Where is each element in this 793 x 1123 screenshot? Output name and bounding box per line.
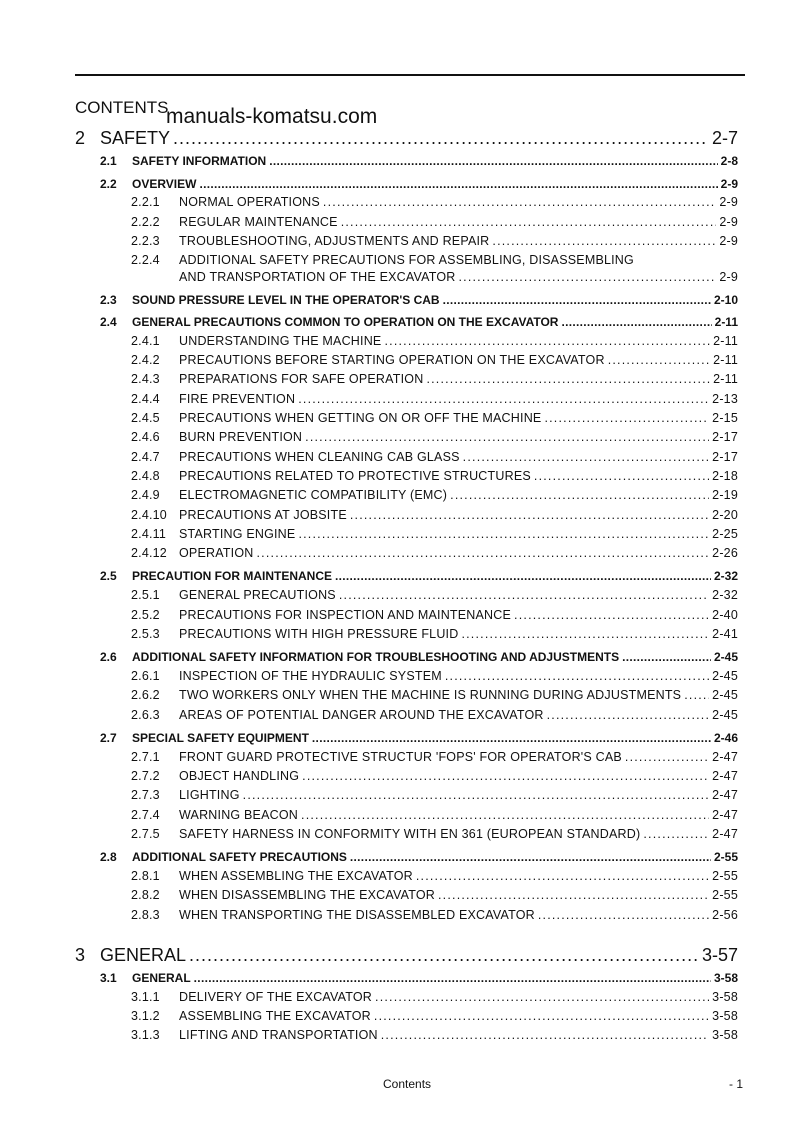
- subsection-number: 2.7.2: [131, 769, 160, 783]
- subsection-page: 2-19: [712, 488, 738, 502]
- section-page: 2-45: [713, 650, 738, 664]
- subsection-page: 2-32: [712, 588, 738, 602]
- subsection-number: 2.4.4: [131, 392, 160, 406]
- toc-section-2-1[interactable]: [100, 154, 738, 168]
- subsection-number: 2.6.1: [131, 669, 160, 683]
- section-number: 2.2: [100, 177, 117, 191]
- leader-dots: [463, 450, 710, 464]
- subsection-number: 2.8.1: [131, 869, 160, 883]
- toc-subsection-2-5-2[interactable]: [131, 608, 738, 622]
- leader-dots: [534, 469, 709, 483]
- section-page: 2-11: [714, 315, 738, 329]
- subsection-title: WHEN TRANSPORTING THE DISASSEMBLED EXCAVATOR: [179, 908, 535, 922]
- subsection-title: OBJECT HANDLING: [179, 769, 300, 783]
- leader-dots: [374, 1009, 709, 1023]
- leader-dots: [194, 971, 711, 985]
- section-number: 2.8: [100, 850, 117, 864]
- toc-section-2-5[interactable]: [100, 569, 738, 583]
- chapter-title: SAFETY: [100, 128, 171, 148]
- subsection-title-cont: AND TRANSPORTATION OF THE EXCAVATOR: [179, 270, 456, 284]
- toc-subsection-2-2-4[interactable]: [131, 253, 738, 267]
- subsection-title: STARTING ENGINE: [179, 527, 296, 541]
- toc-subsection-3-1-1[interactable]: [131, 990, 738, 1004]
- subsection-number: 2.4.1: [131, 334, 160, 348]
- subsection-page: 2-11: [713, 353, 738, 367]
- subsection-page: 2-40: [712, 608, 738, 622]
- leader-dots: [335, 569, 711, 583]
- subsection-title: OPERATION: [179, 546, 254, 560]
- subsection-number: 3.1.3: [131, 1028, 160, 1042]
- toc-subsection-2-4-7[interactable]: [131, 450, 738, 464]
- subsection-title: NORMAL OPERATIONS: [179, 195, 320, 209]
- toc-subsection-2-5-1[interactable]: [131, 588, 738, 602]
- toc-subsection-2-4-10[interactable]: [131, 508, 738, 522]
- leader-dots: [350, 850, 711, 864]
- subsection-number: 2.7.3: [131, 788, 160, 802]
- leader-dots: [298, 392, 709, 406]
- toc-section-2-6[interactable]: [100, 650, 738, 664]
- subsection-number: 2.5.1: [131, 588, 160, 602]
- section-title: OVERVIEW: [132, 177, 197, 191]
- subsection-number: 2.6.3: [131, 708, 160, 722]
- subsection-title: WHEN ASSEMBLING THE EXCAVATOR: [179, 869, 413, 883]
- toc-subsection-2-2-3[interactable]: [131, 234, 738, 248]
- leader-dots: [257, 546, 710, 560]
- subsection-title: PRECAUTIONS WITH HIGH PRESSURE FLUID: [179, 627, 459, 641]
- section-title: GENERAL: [132, 971, 191, 985]
- section-title: GENERAL PRECAUTIONS COMMON TO OPERATION ON THE EXCAVATOR: [132, 315, 559, 329]
- leader-dots: [381, 1028, 709, 1042]
- toc-subsection-3-1-3[interactable]: [131, 1028, 738, 1042]
- toc-subsection-2-6-2[interactable]: [131, 688, 738, 702]
- footer-label: Contents: [383, 1077, 432, 1091]
- toc-subsection-2-4-11[interactable]: [131, 527, 738, 541]
- section-page: 2-55: [713, 850, 738, 864]
- subsection-page: 2-41: [712, 627, 738, 641]
- subsection-title: SAFETY HARNESS IN CONFORMITY WITH EN 361 (EUROPEAN STANDARD): [179, 827, 641, 841]
- subsection-number: 2.4.5: [131, 411, 160, 425]
- subsection-page: 2-20: [712, 508, 738, 522]
- section-page: 2-32: [713, 569, 738, 583]
- leader-dots: [547, 708, 710, 722]
- toc-subsection-2-4-9[interactable]: [131, 488, 738, 502]
- toc-section-2-4[interactable]: [100, 315, 738, 329]
- subsection-page: 2-47: [712, 827, 738, 841]
- subsection-page: 2-9: [719, 270, 738, 284]
- leader-dots: [625, 750, 709, 764]
- subsection-page: 2-11: [713, 372, 738, 386]
- subsection-title: GENERAL PRECAUTIONS: [179, 588, 336, 602]
- subsection-page: 2-17: [712, 430, 738, 444]
- subsection-number: 2.2.3: [131, 234, 160, 248]
- leader-dots: [302, 769, 709, 783]
- section-page: 2-46: [713, 731, 738, 745]
- leader-dots: [544, 411, 709, 425]
- toc-chapter-3[interactable]: [75, 945, 738, 966]
- subsection-number: 2.2.1: [131, 195, 160, 209]
- subsection-page: 3-58: [712, 990, 738, 1004]
- subsection-number: 3.1.2: [131, 1009, 160, 1023]
- subsection-page: 2-25: [712, 527, 738, 541]
- toc-subsection-2-4-8[interactable]: [131, 469, 738, 483]
- toc-chapter-2[interactable]: [75, 128, 738, 149]
- section-number: 2.6: [100, 650, 117, 664]
- leader-dots: [450, 488, 709, 502]
- toc-subsection-2-7-2[interactable]: [131, 769, 738, 783]
- toc-section-2-8[interactable]: [100, 850, 738, 864]
- section-number: 2.1: [100, 154, 117, 168]
- subsection-number: 2.5.3: [131, 627, 160, 641]
- subsection-title: FIRE PREVENTION: [179, 392, 296, 406]
- leader-dots: [643, 827, 709, 841]
- leader-dots: [458, 270, 716, 284]
- toc-subsection-2-4-12[interactable]: [131, 546, 738, 560]
- subsection-page: 3-58: [712, 1009, 738, 1023]
- leader-dots: [384, 334, 710, 348]
- subsection-number: 2.4.6: [131, 430, 160, 444]
- watermark-text: manuals-komatsu.com: [166, 105, 378, 128]
- section-title: SOUND PRESSURE LEVEL IN THE OPERATOR'S CAB: [132, 293, 440, 307]
- toc-subsection-3-1-2[interactable]: [131, 1009, 738, 1023]
- subsection-title: PRECAUTIONS FOR INSPECTION AND MAINTENANCE: [179, 608, 512, 622]
- leader-dots: [375, 990, 709, 1004]
- subsection-page: 2-9: [719, 195, 738, 209]
- subsection-page: 2-11: [713, 334, 738, 348]
- section-page: 2-10: [713, 293, 738, 307]
- subsection-number: 2.5.2: [131, 608, 160, 622]
- leader-dots: [339, 588, 709, 602]
- subsection-number: 2.4.12: [131, 546, 167, 560]
- subsection-title: AREAS OF POTENTIAL DANGER AROUND THE EXCAVATOR: [179, 708, 544, 722]
- leader-dots: [341, 215, 717, 229]
- toc-subsection-2-4-2[interactable]: [131, 353, 738, 367]
- subsection-title: TROUBLESHOOTING, ADJUSTMENTS AND REPAIR: [179, 234, 490, 248]
- leader-dots: [514, 608, 709, 622]
- subsection-page: 2-17: [712, 450, 738, 464]
- subsection-number: 2.4.8: [131, 469, 160, 483]
- subsection-number: 2.4.3: [131, 372, 160, 386]
- contents-title: CONTENTS: [75, 98, 169, 117]
- subsection-page: 2-45: [712, 708, 738, 722]
- subsection-number: 2.4.7: [131, 450, 160, 464]
- subsection-title: PRECAUTIONS WHEN GETTING ON OR OFF THE MACHINE: [179, 411, 542, 425]
- subsection-title: LIFTING AND TRANSPORTATION: [179, 1028, 378, 1042]
- leader-dots: [350, 508, 709, 522]
- subsection-page: 2-55: [712, 869, 738, 883]
- subsection-title: BURN PREVENTION: [179, 430, 303, 444]
- subsection-title: ASSEMBLING THE EXCAVATOR: [179, 1009, 371, 1023]
- subsection-number: 2.7.1: [131, 750, 160, 764]
- toc-subsection-2-4-1[interactable]: [131, 334, 738, 348]
- toc-subsection-2-7-5[interactable]: [131, 827, 738, 841]
- toc-subsection-2-2-1[interactable]: [131, 195, 738, 209]
- subsection-page: 2-45: [712, 688, 738, 702]
- subsection-title: PRECAUTIONS RELATED TO PROTECTIVE STRUCTURES: [179, 469, 531, 483]
- subsection-number: 2.6.2: [131, 688, 160, 702]
- leader-dots: [199, 177, 717, 191]
- section-page: 3-58: [713, 971, 738, 985]
- subsection-number: 2.4.9: [131, 488, 160, 502]
- toc-subsection-2-8-2[interactable]: [131, 888, 738, 902]
- leader-dots: [269, 154, 717, 168]
- subsection-title: UNDERSTANDING THE MACHINE: [179, 334, 382, 348]
- toc-subsection-2-2-2[interactable]: [131, 215, 738, 229]
- leader-dots: [461, 627, 709, 641]
- subsection-page: 2-56: [712, 908, 738, 922]
- subsection-number: 2.4.10: [131, 508, 167, 522]
- subsection-number: 2.7.5: [131, 827, 160, 841]
- toc-subsection-2-4-4[interactable]: [131, 392, 738, 406]
- leader-dots: [189, 945, 699, 966]
- leader-dots: [622, 650, 711, 664]
- subsection-number: 2.8.2: [131, 888, 160, 902]
- subsection-page: 2-55: [712, 888, 738, 902]
- subsection-number: 3.1.1: [131, 990, 160, 1004]
- leader-dots: [443, 293, 711, 307]
- section-page: 2-9: [720, 177, 738, 191]
- subsection-page: 2-9: [719, 215, 738, 229]
- toc-subsection-2-7-3[interactable]: [131, 788, 738, 802]
- leader-dots: [492, 234, 716, 248]
- subsection-page: 2-47: [712, 788, 738, 802]
- header-rule: [75, 74, 745, 76]
- toc-section-2-3[interactable]: [100, 293, 738, 307]
- subsection-title: PRECAUTIONS AT JOBSITE: [179, 508, 347, 522]
- leader-dots: [298, 527, 709, 541]
- section-title: ADDITIONAL SAFETY PRECAUTIONS: [132, 850, 347, 864]
- subsection-number: 2.7.4: [131, 808, 160, 822]
- subsection-title: REGULAR MAINTENANCE: [179, 215, 338, 229]
- subsection-title: PREPARATIONS FOR SAFE OPERATION: [179, 372, 424, 386]
- leader-dots: [243, 788, 710, 802]
- subsection-title: DELIVERY OF THE EXCAVATOR: [179, 990, 373, 1004]
- leader-dots: [561, 315, 711, 329]
- section-page: 2-8: [720, 154, 738, 168]
- section-number: 2.5: [100, 569, 117, 583]
- subsection-number: 2.4.11: [131, 527, 167, 541]
- section-title: SAFETY INFORMATION: [132, 154, 267, 168]
- subsection-page: 2-47: [712, 769, 738, 783]
- subsection-number: 2.2.4: [131, 253, 160, 267]
- section-title: SPECIAL SAFETY EQUIPMENT: [132, 731, 309, 745]
- leader-dots: [438, 888, 709, 902]
- leader-dots: [608, 353, 710, 367]
- toc-subsection-2-7-1[interactable]: [131, 750, 738, 764]
- toc-subsection-2-6-1[interactable]: [131, 669, 738, 683]
- subsection-title: INSPECTION OF THE HYDRAULIC SYSTEM: [179, 669, 442, 683]
- subsection-title: FRONT GUARD PROTECTIVE STRUCTUR 'FOPS' FOR OPERATOR'S CAB: [179, 750, 622, 764]
- leader-dots: [426, 372, 710, 386]
- chapter-page: 2-7: [711, 128, 738, 148]
- toc-subsection-2-5-3[interactable]: [131, 627, 738, 641]
- section-title: PRECAUTION FOR MAINTENANCE: [132, 569, 332, 583]
- subsection-title: PRECAUTIONS WHEN CLEANING CAB GLASS: [179, 450, 460, 464]
- toc-subsection-2-4-6[interactable]: [131, 430, 738, 444]
- subsection-title: PRECAUTIONS BEFORE STARTING OPERATION ON THE EXCAVATOR: [179, 353, 605, 367]
- leader-dots: [305, 430, 709, 444]
- toc-subsection-2-8-3[interactable]: [131, 908, 738, 922]
- leader-dots: [538, 908, 709, 922]
- toc-subsection-2-8-1[interactable]: [131, 869, 738, 883]
- section-number: 3.1: [100, 971, 117, 985]
- subsection-page: 2-47: [712, 750, 738, 764]
- subsection-number: 2.2.2: [131, 215, 160, 229]
- subsection-page: 3-58: [712, 1028, 738, 1042]
- leader-dots: [301, 808, 709, 822]
- subsection-title: ELECTROMAGNETIC COMPATIBILITY (EMC): [179, 488, 448, 502]
- subsection-title: WHEN DISASSEMBLING THE EXCAVATOR: [179, 888, 435, 902]
- subsection-page: 2-45: [712, 669, 738, 683]
- subsection-title: ADDITIONAL SAFETY PRECAUTIONS FOR ASSEMBLING, DISASSEMBLING: [179, 253, 634, 267]
- leader-dots: [173, 128, 705, 149]
- toc-subsection-2-2-4-cont[interactable]: [179, 270, 738, 284]
- leader-dots: [684, 688, 709, 702]
- leader-dots: [416, 869, 709, 883]
- subsection-page: 2-13: [712, 392, 738, 406]
- toc-subsection-2-6-3[interactable]: [131, 708, 738, 722]
- leader-dots: [445, 669, 709, 683]
- subsection-page: 2-15: [712, 411, 738, 425]
- chapter-page: 3-57: [701, 945, 738, 965]
- section-number: 2.4: [100, 315, 117, 329]
- subsection-number: 2.4.2: [131, 353, 160, 367]
- chapter-title: GENERAL: [100, 945, 187, 965]
- section-number: 2.3: [100, 293, 117, 307]
- section-number: 2.7: [100, 731, 117, 745]
- toc-subsection-2-7-4[interactable]: [131, 808, 738, 822]
- leader-dots: [323, 195, 716, 209]
- subsection-page: 2-9: [719, 234, 738, 248]
- toc-subsection-2-4-5[interactable]: [131, 411, 738, 425]
- toc-section-2-7[interactable]: [100, 731, 738, 745]
- section-title: ADDITIONAL SAFETY INFORMATION FOR TROUBLESHOOTING AND ADJUSTMENTS: [132, 650, 620, 664]
- chapter-number: 2: [75, 128, 86, 148]
- subsection-page: 2-18: [712, 469, 738, 483]
- toc-section-3-1[interactable]: [100, 971, 738, 985]
- subsection-title: TWO WORKERS ONLY WHEN THE MACHINE IS RUNNING DURING ADJUSTMENTS: [179, 688, 682, 702]
- leader-dots: [312, 731, 711, 745]
- subsection-page: 2-47: [712, 808, 738, 822]
- subsection-page: 2-26: [712, 546, 738, 560]
- toc-subsection-2-4-3[interactable]: [131, 372, 738, 386]
- subsection-number: 2.8.3: [131, 908, 160, 922]
- footer-page-number: - 1: [728, 1077, 743, 1091]
- toc-section-2-2[interactable]: [100, 177, 738, 191]
- subsection-title: LIGHTING: [179, 788, 240, 802]
- chapter-number: 3: [75, 945, 86, 965]
- subsection-title: WARNING BEACON: [179, 808, 299, 822]
